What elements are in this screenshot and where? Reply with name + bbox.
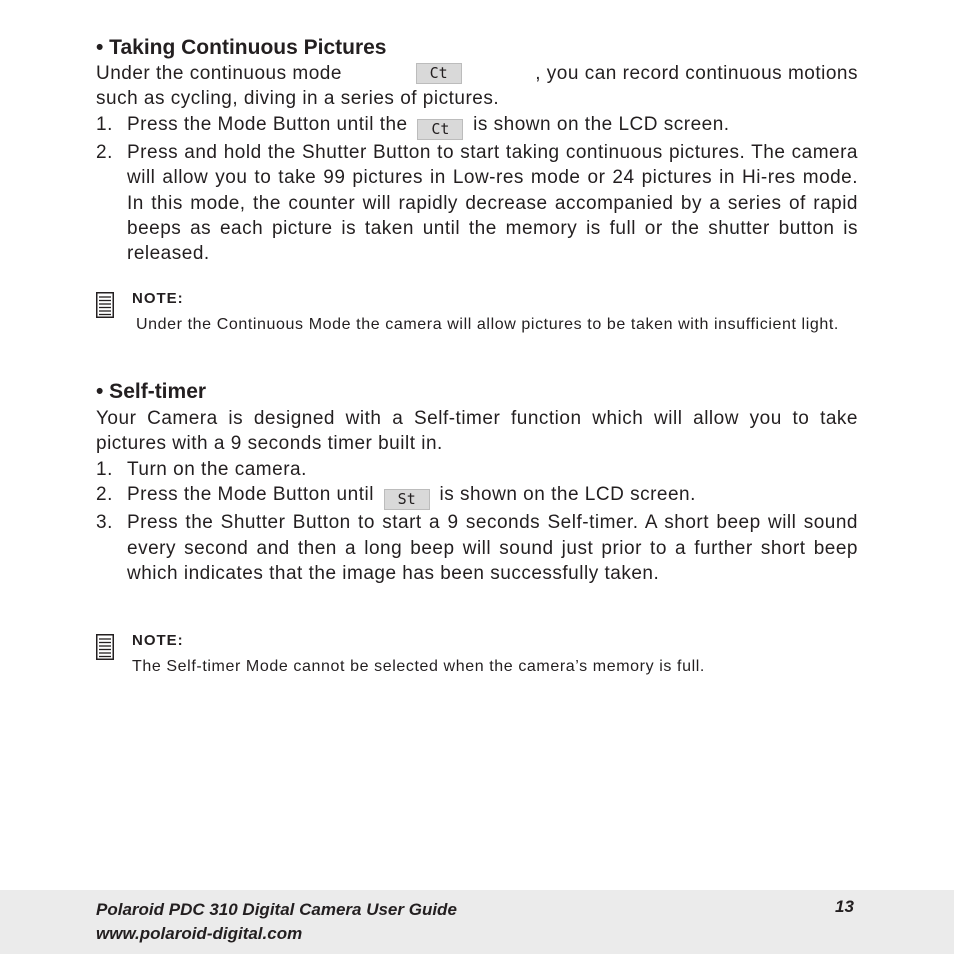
step-number: 2. bbox=[96, 484, 113, 506]
continuous-intro-before: Under the continuous mode bbox=[96, 63, 342, 84]
self-timer-step-1 bbox=[96, 457, 858, 482]
step-text-before: Press the Mode Button until the bbox=[127, 114, 408, 135]
step-text-after: is shown on the LCD screen. bbox=[439, 484, 696, 506]
self-timer-step-2 bbox=[96, 482, 858, 510]
continuous-mode-lcd-icon: Ct bbox=[417, 119, 463, 140]
step-number: 2. bbox=[96, 142, 113, 163]
note-icon bbox=[96, 292, 114, 318]
continuous-step-2 bbox=[96, 140, 858, 266]
continuous-steps-list bbox=[96, 112, 858, 266]
step-number: 1. bbox=[96, 459, 113, 480]
section-heading-self-timer: • Self-timer bbox=[96, 380, 207, 403]
continuous-mode-lcd-icon: Ct bbox=[416, 63, 462, 84]
continuous-intro-after: , you can record continuous motions bbox=[535, 63, 858, 84]
note-icon bbox=[96, 634, 114, 660]
self-timer-intro: Your Camera is designed with a Self-timer function which will allow you to take pictures with a 9 seconds timer built in. bbox=[96, 408, 858, 455]
step-text: Press the Shutter Button to start a 9 seconds Self-timer. A short beep will sound every second and then a long beep will sound just prior to a further short beep which indicates that the image has been successfully taken. bbox=[127, 512, 858, 584]
page-footer bbox=[0, 890, 954, 954]
step-text-before: Press the Mode Button until bbox=[127, 484, 374, 506]
note-title: NOTE: bbox=[132, 632, 184, 649]
page-number: 13 bbox=[835, 897, 854, 916]
step-text-after: is shown on the LCD screen. bbox=[473, 114, 730, 135]
continuous-intro-line2: such as cycling, diving in a series of pictures. bbox=[96, 88, 500, 110]
footer-guide-title: Polaroid PDC 310 Digital Camera User Guide bbox=[96, 900, 457, 919]
note-text: Under the Continuous Mode the camera will allow pictures to be taken with insufficient light. bbox=[136, 316, 839, 333]
step-text: Press and hold the Shutter Button to start taking continuous pictures. The camera will allow you to take 99 pictures in Low-res mode or 24 pictures in Hi-res mode. In this mode, the counter will rapidly decrease accompanied by a series of rapid beeps as each picture is taken until the memory is full or the shutter button is released. bbox=[127, 142, 858, 265]
note-text: The Self-timer Mode cannot be selected when the camera’s memory is full. bbox=[132, 658, 705, 675]
continuous-intro bbox=[96, 61, 858, 112]
note-title: NOTE: bbox=[132, 290, 184, 307]
continuous-step-1 bbox=[96, 112, 858, 140]
footer-website-url: www.polaroid-digital.com bbox=[96, 924, 303, 943]
step-number: 3. bbox=[96, 512, 113, 534]
step-text: Turn on the camera. bbox=[127, 459, 307, 480]
self-timer-step-3 bbox=[96, 510, 858, 586]
section-heading-continuous: • Taking Continuous Pictures bbox=[96, 36, 387, 59]
self-timer-steps-list bbox=[96, 457, 858, 586]
self-timer-lcd-icon: St bbox=[384, 489, 430, 510]
step-number: 1. bbox=[96, 114, 113, 135]
